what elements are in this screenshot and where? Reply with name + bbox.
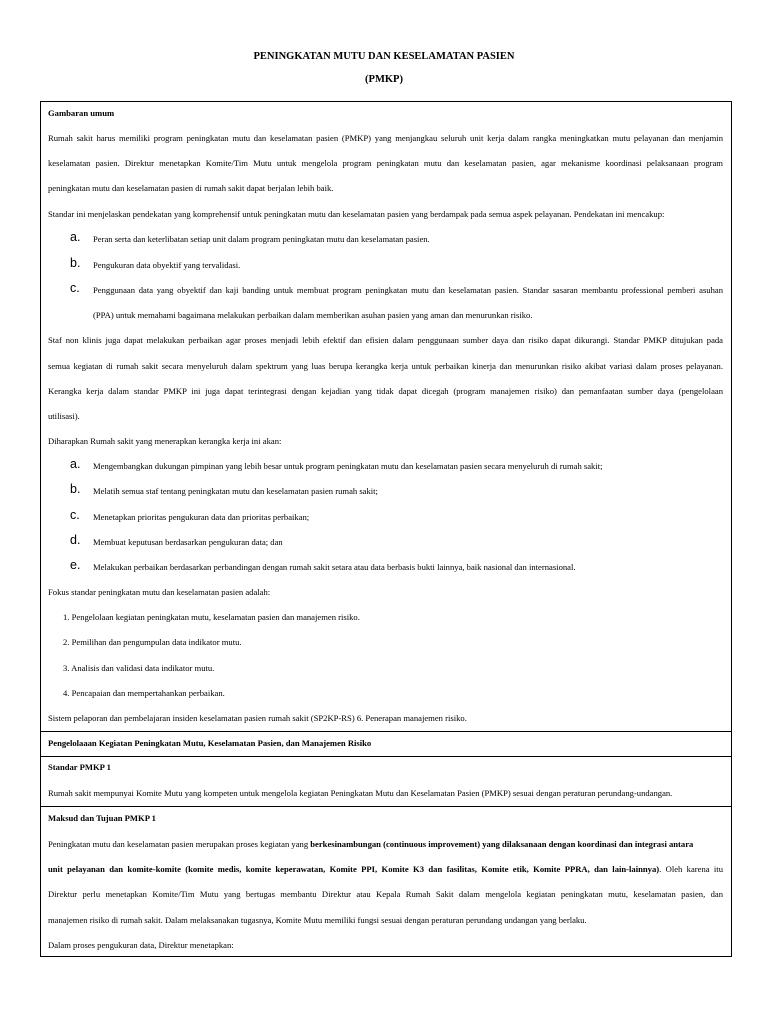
bold-text: unit pelayanan dan komite-komite (komite medis, komite keperawatan, Komite PPI, Komite K3 dan fasilitas, Komite etik, Komite PPRA, dan lain-lainnya) [48, 864, 660, 874]
list-marker: b. [70, 482, 81, 496]
paragraph-line: Kerangka kerja dalam standar PMKP ini juga dapat terintegrasi dengan kejadian yang tidak dapat dicegah (program manajemen risiko) dan pemanfaatan sumber daya (pengelolaan [48, 386, 723, 396]
section-heading-pengelolaan: Pengelolaaan Kegiatan Peningkatan Mutu, Keselamatan Pasien, dan Manajemen Risiko [48, 738, 372, 748]
section-divider [41, 806, 731, 807]
paragraph-line: Fokus standar peningkatan mutu dan keselamatan pasien adalah: [48, 587, 271, 597]
paragraph-line: keselamatan pasien. Direktur menetapkan Komite/Tim Mutu untuk mengelola program peningkatan mutu dan keselamatan pasien, agar mekanisme koordinasi pelaksanaan program [48, 158, 723, 168]
paragraph-line: semua kegiatan di rumah sakit secara menyeluruh dalam spektrum yang luas berupa kerangka kerja untuk perbaikan kinerja dan menurunkan risiko akibat variasi dalam proses pelayanan. [48, 361, 723, 371]
document-title: PENINGKATAN MUTU DAN KESELAMATAN PASIEN [253, 51, 515, 62]
paragraph-line: Direktur perlu menetapkan Komite/Tim Mutu yang bertugas membantu Direktur atau Kepala Rumah Sakit dalam mengelola kegiatan peningkatan mutu, keselamatan pasien, dan [48, 889, 723, 899]
section-heading-gambaran: Gambaran umum [48, 108, 115, 118]
list-marker: d. [70, 533, 81, 547]
list-item: Penggunaan data yang obyektif dan kaji banding untuk membuat program peningkatan mutu dan keselamatan pasien. Standar sasaran membantu professional pemberi asuhan [93, 285, 723, 295]
list-item: Menetapkan prioritas pengukuran data dan prioritas perbaikan; [93, 512, 310, 522]
list-item: Membuat keputusan berdasarkan pengukuran data; dan [93, 537, 283, 547]
paragraph-line: Sistem pelaporan dan pembelajaran insiden keselamatan pasien rumah sakit (SP2KP-RS) 6. Penerapan manajemen risiko. [48, 713, 467, 723]
list-marker: a. [70, 457, 81, 471]
paragraph-line: manajemen risiko di rumah sakit. Dalam melaksanakan tugasnya, Komite Mutu memiliki fungsi sesuai dengan peraturan perundang undangan yang berlaku. [48, 915, 587, 925]
list-marker: a. [70, 230, 81, 244]
paragraph-line: Rumah sakit harus memiliki program peningkatan mutu dan keselamatan pasien (PMKP) yang menjangkau seluruh unit kerja dalam rangka meningkatkan mutu pelayanan dan menjamin [48, 133, 723, 143]
plain-text: . Oleh karena itu [659, 864, 723, 874]
numbered-item: 3. Analisis dan validasi data indikator mutu. [63, 663, 215, 673]
document-box [40, 101, 732, 957]
section-divider [41, 756, 731, 757]
numbered-item: 2. Pemilihan dan pengumpulan data indikator mutu. [63, 637, 242, 647]
numbered-item: 4. Pencapaian dan mempertahankan perbaikan. [63, 688, 225, 698]
plain-text: Peningkatan mutu dan keselamatan pasien merupakan proses kegiatan yang [48, 839, 311, 849]
list-item: Pengukuran data obyektif yang tervalidasi. [93, 260, 241, 270]
bold-text: berkesinambungan (continuous improvement) yang dilaksanaan dengan koordinasi dan integrasi antara [310, 839, 694, 849]
list-marker: c. [70, 281, 80, 295]
paragraph-line: Standar ini menjelaskan pendekatan yang komprehensif untuk peningkatan mutu dan keselamatan pasien yang berdampak pada semua aspek pelayanan. Pendekatan ini mencakup: [48, 209, 665, 219]
document-subtitle: (PMKP) [365, 74, 403, 85]
list-item: Melakukan perbaikan berdasarkan perbandingan dengan rumah sakit setara atau data berbasis bukti lainnya, baik nasional dan internasional. [93, 562, 576, 572]
section-heading-standar: Standar PMKP 1 [48, 762, 111, 772]
paragraph-line: Staf non klinis juga dapat melakukan perbaikan agar proses menjadi lebih efektif dan efisien dalam penggunaan sumber daya dan risiko dapat dikurangi. Standar PMKP ditujukan pada [48, 335, 723, 345]
list-item: Mengembangkan dukungan pimpinan yang lebih besar untuk program peningkatan mutu dan keselamatan pasien secara menyeluruh di rumah sakit; [93, 461, 603, 471]
section-heading-maksud: Maksud dan Tujuan PMKP 1 [48, 813, 156, 823]
list-marker: e. [70, 558, 81, 572]
paragraph-line: peningkatan mutu dan keselamatan pasien di rumah sakit dapat berjalan lebih baik. [48, 183, 334, 193]
list-item: Peran serta dan keterlibatan setiap unit dalam program peningkatan mutu dan keselamatan pasien. [93, 234, 430, 244]
list-item-continued: (PPA) untuk memahami bagaimana melakukan perbaikan dalam memberikan asuhan pasien yang aman dan menurunkan risiko. [93, 310, 533, 320]
list-marker: c. [70, 508, 80, 522]
list-marker: b. [70, 256, 81, 270]
paragraph-line: utilisasi). [48, 411, 80, 421]
list-item: Melatih semua staf tentang peningkatan mutu dan keselamatan pasien rumah sakit; [93, 486, 378, 496]
paragraph-line: Rumah sakit mempunyai Komite Mutu yang kompeten untuk mengelola kegiatan Peningkatan Mutu dan Keselamatan Pasien (PMKP) sesuai dengan peraturan perundang-undangan. [48, 788, 673, 798]
section-divider [41, 731, 731, 732]
paragraph-line [48, 863, 723, 875]
numbered-item: 1. Pengelolaan kegiatan peningkatan mutu, keselamatan pasien dan manajemen risiko. [63, 612, 360, 622]
paragraph-line: Dalam proses pengukuran data, Direktur menetapkan: [48, 940, 234, 950]
paragraph-line: Diharapkan Rumah sakit yang menerapkan kerangka kerja ini akan: [48, 436, 282, 446]
paragraph-line [48, 838, 723, 850]
